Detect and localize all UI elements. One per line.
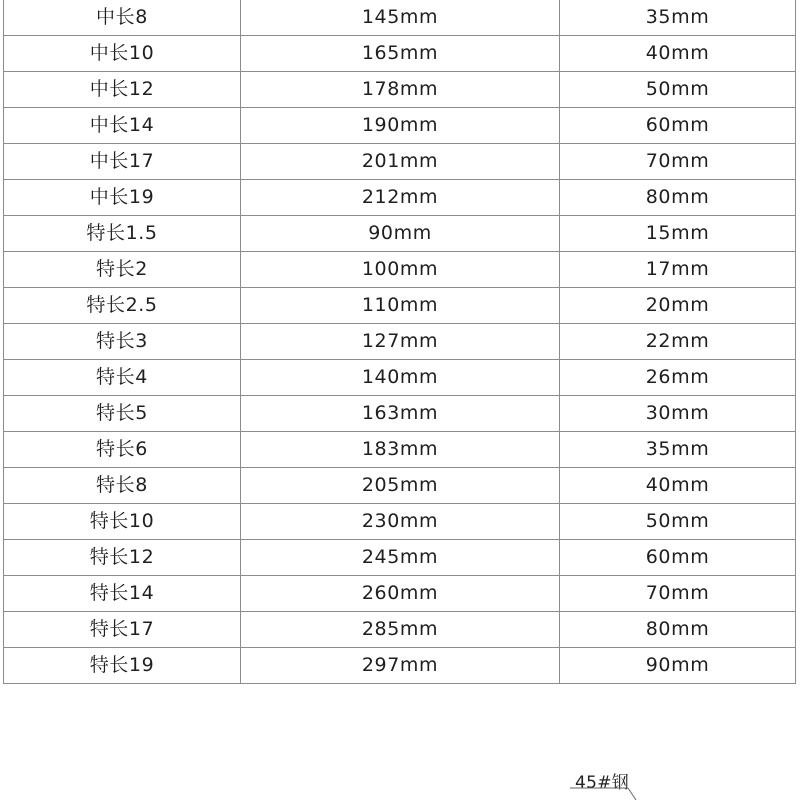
table-row (4, 648, 796, 684)
size-cell: 26mm (560, 360, 796, 396)
length-cell: 110mm (241, 288, 560, 324)
length-cell: 245mm (241, 540, 560, 576)
length-cell: 145mm (241, 0, 560, 36)
size-cell: 60mm (560, 540, 796, 576)
table-row (4, 540, 796, 576)
size-cell: 70mm (560, 144, 796, 180)
model-cell: 中长17 (4, 144, 241, 180)
size-cell: 15mm (560, 216, 796, 252)
length-cell: 165mm (241, 36, 560, 72)
size-cell: 17mm (560, 252, 796, 288)
model-cell: 中长12 (4, 72, 241, 108)
length-cell: 100mm (241, 252, 560, 288)
length-cell: 201mm (241, 144, 560, 180)
size-cell: 80mm (560, 180, 796, 216)
length-cell: 212mm (241, 180, 560, 216)
table-row (4, 360, 796, 396)
length-cell: 230mm (241, 504, 560, 540)
table-row (4, 108, 796, 144)
table-row (4, 612, 796, 648)
table-row (4, 432, 796, 468)
leader-line (570, 768, 690, 800)
length-cell: 260mm (241, 576, 560, 612)
model-cell: 中长10 (4, 36, 241, 72)
table-row (4, 468, 796, 504)
table-row (4, 504, 796, 540)
model-cell: 特长2 (4, 252, 241, 288)
size-cell: 22mm (560, 324, 796, 360)
model-cell: 特长8 (4, 468, 241, 504)
table-row (4, 180, 796, 216)
table-row (4, 36, 796, 72)
length-cell: 297mm (241, 648, 560, 684)
model-cell: 特长3 (4, 324, 241, 360)
table-row (4, 576, 796, 612)
length-cell: 205mm (241, 468, 560, 504)
size-cell: 60mm (560, 108, 796, 144)
model-cell: 特长14 (4, 576, 241, 612)
length-cell: 190mm (241, 108, 560, 144)
size-cell: 40mm (560, 36, 796, 72)
size-cell: 40mm (560, 468, 796, 504)
size-cell: 90mm (560, 648, 796, 684)
table-row (4, 144, 796, 180)
model-cell: 特长1.5 (4, 216, 241, 252)
material-callout (570, 768, 690, 800)
length-cell: 178mm (241, 72, 560, 108)
length-cell: 183mm (241, 432, 560, 468)
size-cell: 35mm (560, 432, 796, 468)
size-cell: 50mm (560, 72, 796, 108)
length-cell: 163mm (241, 396, 560, 432)
model-cell: 中长19 (4, 180, 241, 216)
model-cell: 中长14 (4, 108, 241, 144)
model-cell: 特长19 (4, 648, 241, 684)
model-cell: 特长17 (4, 612, 241, 648)
size-cell: 80mm (560, 612, 796, 648)
length-cell: 285mm (241, 612, 560, 648)
table-row (4, 0, 796, 36)
table-row (4, 72, 796, 108)
table-row (4, 216, 796, 252)
material-label: 45#钢 (575, 773, 630, 793)
size-cell: 35mm (560, 0, 796, 36)
model-cell: 特长5 (4, 396, 241, 432)
size-cell: 70mm (560, 576, 796, 612)
length-cell: 140mm (241, 360, 560, 396)
table-row (4, 288, 796, 324)
model-cell: 特长4 (4, 360, 241, 396)
length-cell: 90mm (241, 216, 560, 252)
size-cell: 20mm (560, 288, 796, 324)
table-row (4, 396, 796, 432)
spec-table-body (4, 0, 796, 684)
model-cell: 特长6 (4, 432, 241, 468)
size-cell: 50mm (560, 504, 796, 540)
model-cell: 中长8 (4, 0, 241, 36)
table-row (4, 252, 796, 288)
model-cell: 特长12 (4, 540, 241, 576)
table-row (4, 324, 796, 360)
spec-table (3, 0, 796, 684)
size-cell: 30mm (560, 396, 796, 432)
model-cell: 特长2.5 (4, 288, 241, 324)
length-cell: 127mm (241, 324, 560, 360)
model-cell: 特长10 (4, 504, 241, 540)
